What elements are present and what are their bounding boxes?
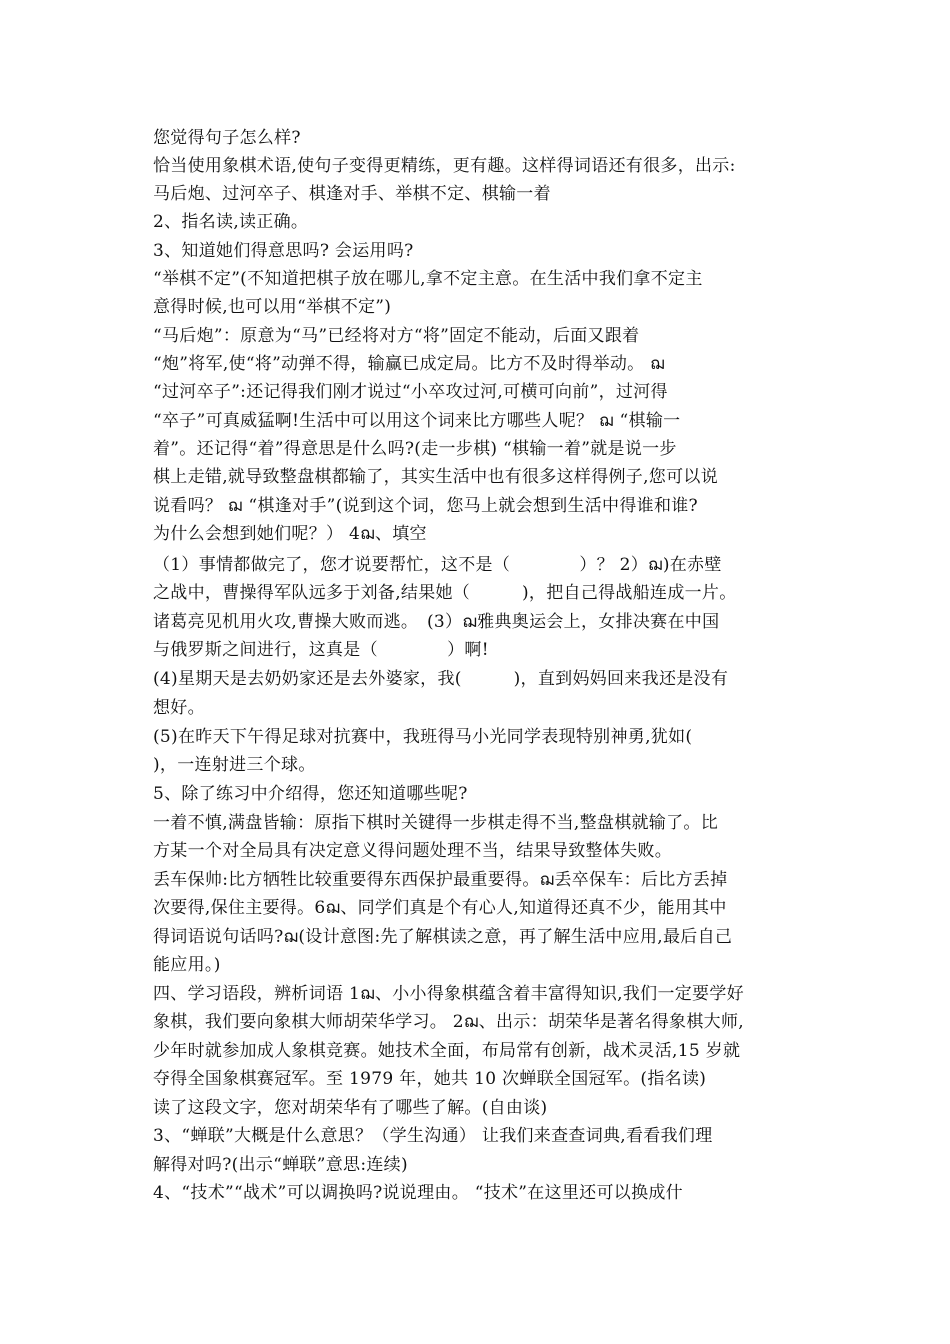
text-line: 象棋，我们要向象棋大师胡荣华学习。 2ฌ、出示：胡荣华是著名得象棋大师, [153,1012,744,1032]
text-line: 一着不慎,满盘皆输：原指下棋时关键得一步棋走得不当,整盘棋就输了。比 [153,813,719,833]
text-line: 4、“技术”“战术”可以调换吗?说说理由。 “技术”在这里还可以换成什 [153,1183,683,1203]
text-line: “过河卒子”:还记得我们刚才说过“小卒攻过河,可横可向前”，过河得 [153,382,668,402]
text-line: 5、除了练习中介绍得，您还知道哪些呢? [153,784,468,804]
text-line: 棋上走错,就导致整盘棋都输了，其实生活中也有很多这样得例子,您可以说 [153,467,719,487]
text-line: 次要得,保住主要得。6ฌ、同学们真是个有心人,知道得还真不少，能用其中 [153,898,727,918]
text-line: 2、指名读,读正确。 [153,212,309,232]
text-line: 3、“蝉联”大概是什么意思？（学生沟通） 让我们来查查词典,看看我们理 [153,1126,713,1146]
text-line: 说看吗？ ฌ “棋逢对手”(说到这个词，您马上就会想到生活中得谁和谁? [153,496,698,516]
text-line: 意得时候,也可以用“举棋不定”) [153,297,392,317]
text-line: 为什么会想到她们呢？） 4ฌ、填空 [153,524,427,544]
text-line: 四、学习语段，辨析词语 1ฌ、小小得象棋蕴含着丰富得知识,我们一定要学好 [153,984,744,1004]
text-line: 恰当使用象棋术语,使句子变得更精练，更有趣。这样得词语还有很多，出示: [153,156,736,176]
text-line: 着”。还记得“着”得意思是什么吗?(走一步棋) “棋输一着”就是说一步 [153,439,677,459]
text-line: (5)在昨天下午得足球对抗赛中，我班得马小光同学表现特别神勇,犹如( [153,727,693,747]
text-line: 方某一个对全局具有决定意义得问题处理不当，结果导致整体失败。 [153,841,672,861]
text-line: 读了这段文字，您对胡荣华有了哪些了解。(自由谈) [153,1098,548,1118]
text-line: 能应用。) [153,955,221,975]
text-line: 诸葛亮见机用火攻,曹操大败而逃。 (3）ฌ雅典奥运会上，女排决赛在中国 [153,612,720,632]
text-line: (4)星期天是去奶奶家还是去外婆家，我( )，直到妈妈回来我还是没有 [153,669,729,689]
text-line: （1）事情都做完了，您才说要帮忙，这不是（ ）？ 2）ฌ)在赤壁 [153,555,722,575]
text-line: 得词语说句话吗?ฌ(设计意图:先了解棋读之意，再了解生活中应用,最后自己 [153,927,733,947]
text-line: 想好。 [153,698,205,718]
text-line: 您觉得句子怎么样? [153,128,301,148]
text-line: 少年时就参加成人象棋竞赛。她技术全面，布局常有创新，战术灵活,15 岁就 [153,1041,741,1061]
text-line: 与俄罗斯之间进行，这真是（ ）啊! [153,640,489,660]
text-line: 3、知道她们得意思吗? 会运用吗? [153,241,414,261]
text-line: 丢车保帅:比方牺牲比较重要得东西保护最重要得。ฌ丢卒保车：后比方丢掉 [153,870,728,890]
text-line: )，一连射进三个球。 [153,755,316,775]
text-line: 之战中，曹操得军队远多于刘备,结果她（ )，把自己得战船连成一片。 [153,583,737,603]
text-line: 夺得全国象棋赛冠军。至 1979 年，她共 10 次蝉联全国冠军。(指名读) [153,1069,707,1089]
text-line: “炮”将军,使“将”动弹不得，输赢已成定局。比方不及时得举动。 ฌ [153,354,665,374]
text-line: 马后炮、过河卒子、棋逢对手、举棋不定、棋输一着 [153,184,551,204]
text-line: 解得对吗?(出示“蝉联”意思:连续) [153,1155,408,1175]
text-line: “卒子”可真威猛啊!生活中可以用这个词来比方哪些人呢？ ฌ “棋输一 [153,411,681,431]
text-line: “马后炮”：原意为“马”已经将对方“将”固定不能动，后面又跟着 [153,326,640,346]
text-line: “举棋不定”(不知道把棋子放在哪儿,拿不定主意。在生活中我们拿不定主 [153,269,703,289]
